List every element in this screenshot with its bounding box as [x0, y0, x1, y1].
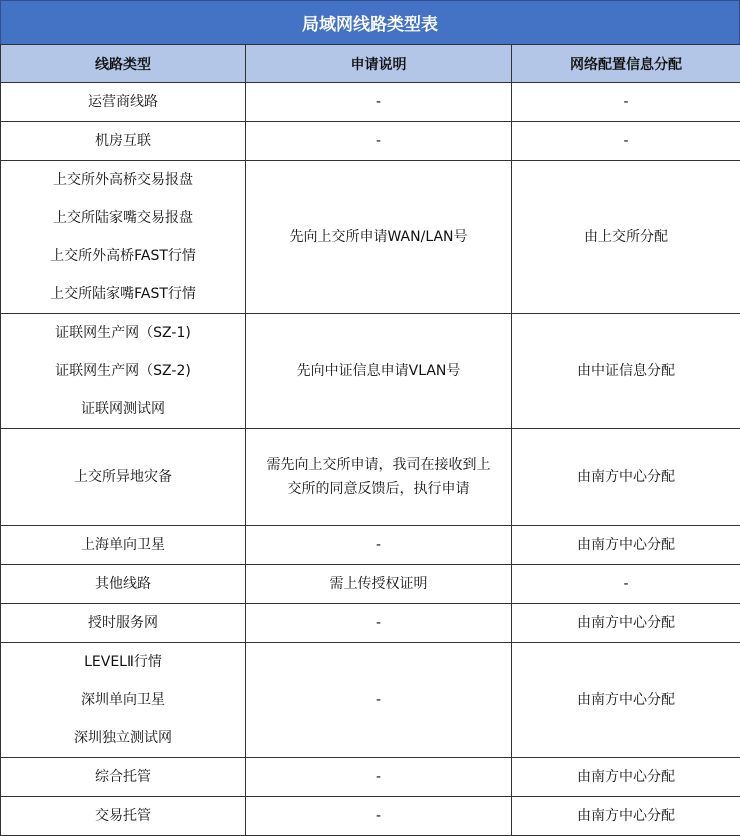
line-type-name: 授时服务网: [5, 604, 241, 642]
line-type-name: 深圳独立测试网: [5, 719, 241, 757]
line-type-name: LEVELⅡ行情: [5, 643, 241, 681]
table-row: [1, 122, 740, 161]
line-type-name: 上交所外高桥FAST行情: [5, 237, 241, 275]
application-note-cell: [246, 797, 512, 836]
header-line-type: 线路类型: [1, 45, 246, 83]
line-type-name: 证联网生产网（SZ-2): [5, 352, 241, 390]
line-type-cell: [1, 604, 246, 643]
table-row: [1, 83, 740, 122]
table-row: [1, 604, 740, 643]
network-allocation-cell: -: [512, 83, 740, 122]
application-note-cell: [246, 758, 512, 797]
line-type-name: 上交所陆家嘴FAST行情: [5, 275, 241, 313]
line-type-name: 证联网测试网: [5, 390, 241, 428]
line-type-name: 上交所陆家嘴交易报盘: [5, 199, 241, 237]
line-type-cell: [1, 643, 246, 758]
network-allocation-cell: 由南方中心分配: [512, 604, 740, 643]
application-note-cell: [246, 643, 512, 758]
line-type-cell: [1, 526, 246, 565]
header-network-allocation: 网络配置信息分配: [512, 45, 740, 83]
application-note-cell: [246, 161, 512, 314]
application-note-text: -: [250, 612, 507, 634]
application-note-text: -: [250, 130, 507, 152]
line-type-cell: [1, 565, 246, 604]
application-note-cell: [246, 429, 512, 526]
application-note-text: 先向中证信息申请VLAN号: [250, 360, 507, 382]
application-note-text: -: [250, 534, 507, 556]
line-type-cell: [1, 314, 246, 429]
application-note-text: -: [250, 766, 507, 788]
table-row: [1, 643, 740, 758]
network-allocation-cell: -: [512, 565, 740, 604]
application-note-text: 先向上交所申请WAN/LAN号: [250, 226, 507, 248]
line-type-table: [0, 44, 740, 836]
table-row: [1, 526, 740, 565]
application-note-text: 需上传授权证明: [250, 573, 507, 595]
line-type-cell: [1, 797, 246, 836]
network-allocation-cell: 由中证信息分配: [512, 314, 740, 429]
application-note-text: -: [250, 91, 507, 113]
application-note-cell: [246, 565, 512, 604]
application-note-cell: [246, 122, 512, 161]
network-allocation-cell: 由南方中心分配: [512, 429, 740, 526]
table-row: [1, 565, 740, 604]
line-type-cell: [1, 161, 246, 314]
network-allocation-cell: 由上交所分配: [512, 161, 740, 314]
network-allocation-cell: 由南方中心分配: [512, 758, 740, 797]
line-type-name: 其他线路: [5, 565, 241, 603]
header-application-note: 申请说明: [246, 45, 512, 83]
application-note-text: 交所的同意反馈后，执行申请: [250, 477, 507, 501]
application-note-text: -: [250, 689, 507, 711]
line-type-cell: [1, 429, 246, 526]
application-note-text: -: [250, 805, 507, 827]
application-note-cell: [246, 526, 512, 565]
table-row: [1, 314, 740, 429]
line-type-name: 机房互联: [5, 122, 241, 160]
application-note-cell: [246, 314, 512, 429]
network-allocation-cell: 由南方中心分配: [512, 797, 740, 836]
line-type-name: 上海单向卫星: [5, 526, 241, 564]
network-allocation-cell: 由南方中心分配: [512, 643, 740, 758]
table-row: [1, 758, 740, 797]
line-type-cell: [1, 758, 246, 797]
network-allocation-cell: 由南方中心分配: [512, 526, 740, 565]
network-allocation-cell: -: [512, 122, 740, 161]
line-type-name: 交易托管: [5, 797, 241, 835]
header-row: [1, 45, 740, 83]
table-row: [1, 429, 740, 526]
line-type-name: 深圳单向卫星: [5, 681, 241, 719]
line-type-name: 上交所外高桥交易报盘: [5, 161, 241, 199]
line-type-name: 证联网生产网（SZ-1): [5, 314, 241, 352]
line-type-name: 上交所异地灾备: [5, 429, 241, 525]
table-title: 局域网线路类型表: [0, 0, 740, 44]
application-note-cell: [246, 604, 512, 643]
line-type-cell: [1, 122, 246, 161]
table-row: [1, 161, 740, 314]
line-type-cell: [1, 83, 246, 122]
line-type-name: 运营商线路: [5, 83, 241, 121]
application-note-cell: [246, 83, 512, 122]
line-type-name: 综合托管: [5, 758, 241, 796]
application-note-text: 需先向上交所申请，我司在接收到上: [250, 453, 507, 477]
table-row: [1, 797, 740, 836]
